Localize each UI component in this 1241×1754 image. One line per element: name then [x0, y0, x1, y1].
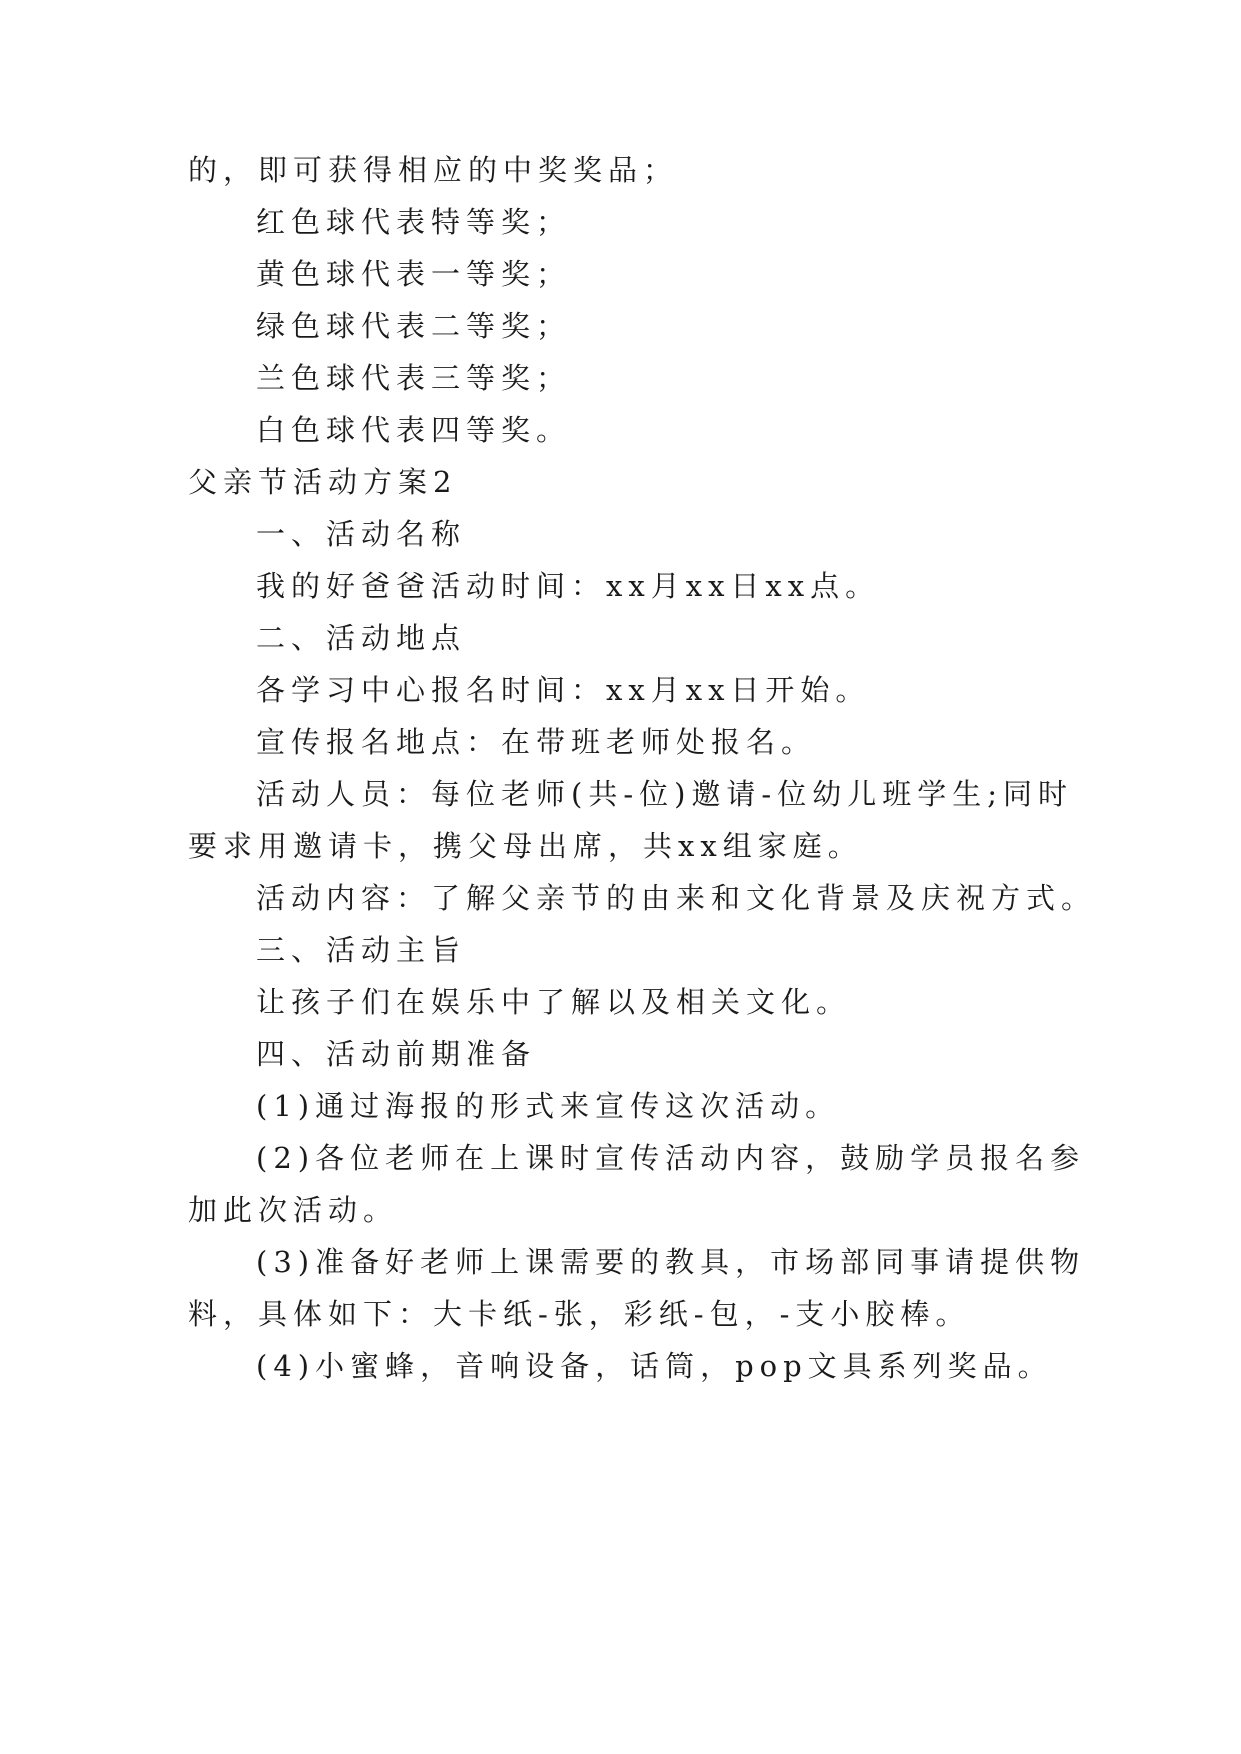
text-line: 四、活动前期准备 [256, 1037, 537, 1071]
text-line: 宣传报名地点：在带班老师处报名。 [256, 725, 817, 759]
text-line: 白色球代表四等奖。 [256, 413, 572, 447]
text-line: 的，即可获得相应的中奖奖品； [188, 153, 679, 187]
text-line: 三、活动主旨 [256, 933, 467, 967]
text-line: 活动内容：了解父亲节的由来和文化背景及庆祝方式。 [256, 881, 1097, 915]
text-line: 料，具体如下：大卡纸-张，彩纸-包，-支小胶棒。 [188, 1297, 971, 1331]
text-line: (2)各位老师在上课时宣传活动内容，鼓励学员报名参 [256, 1141, 1086, 1175]
text-line: 让孩子们在娱乐中了解以及相关文化。 [256, 985, 852, 1019]
section-heading: 父亲节活动方案2 [188, 465, 458, 499]
text-line: 加此次活动。 [188, 1193, 399, 1227]
text-line: 红色球代表特等奖； [256, 205, 572, 239]
text-line: 一、活动名称 [256, 517, 467, 551]
text-line: (4)小蜜蜂，音响设备，话筒，pop文具系列奖品。 [256, 1349, 1053, 1383]
text-line: 绿色球代表二等奖； [256, 309, 572, 343]
text-line: 活动人员：每位老师(共-位)邀请-位幼儿班学生;同时 [256, 777, 1073, 811]
text-line: 兰色球代表三等奖； [256, 361, 572, 395]
text-line: (3)准备好老师上课需要的教具，市场部同事请提供物 [256, 1245, 1086, 1279]
text-line: 我的好爸爸活动时间：xx月xx日xx点。 [256, 569, 881, 603]
text-line: 二、活动地点 [256, 621, 467, 655]
text-line: 要求用邀请卡，携父母出席，共xx组家庭。 [188, 829, 863, 863]
text-line: 黄色球代表一等奖； [256, 257, 572, 291]
text-line: 各学习中心报名时间：xx月xx日开始。 [256, 673, 871, 707]
text-line: (1)通过海报的形式来宣传这次活动。 [256, 1089, 841, 1123]
